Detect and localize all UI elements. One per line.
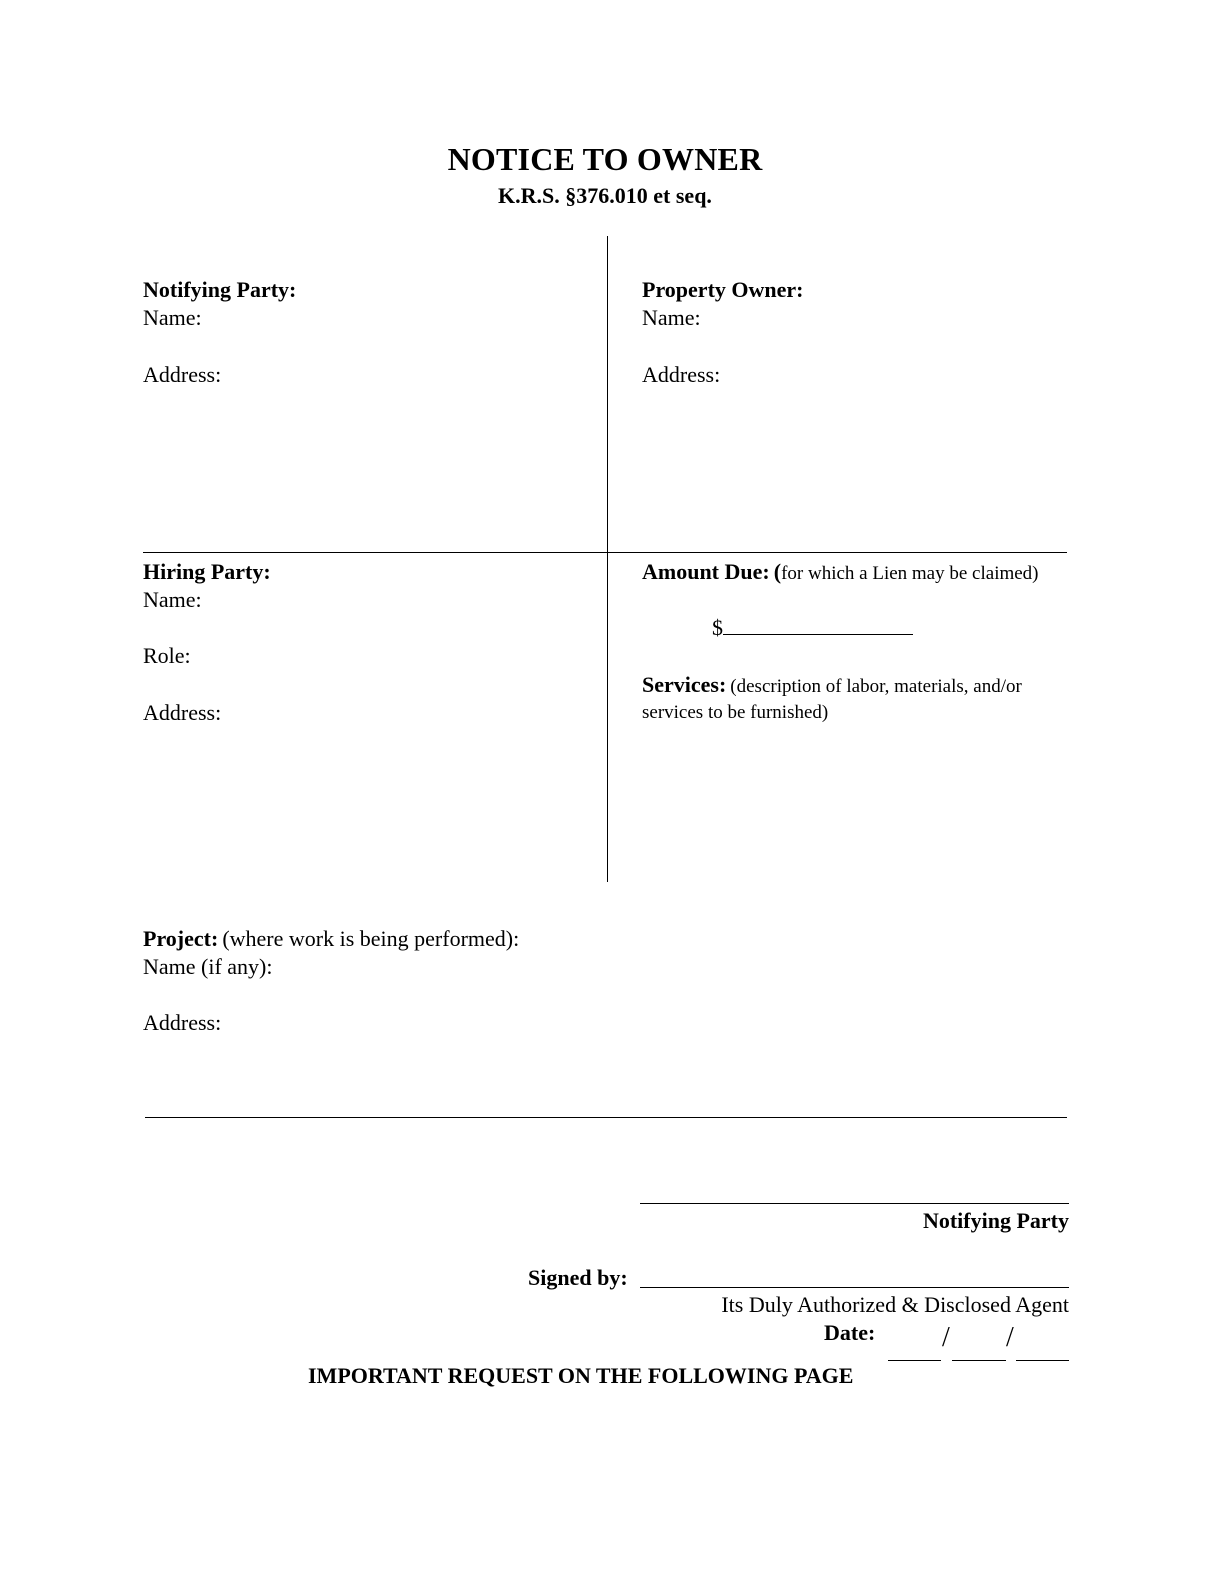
signed-by-line[interactable]	[640, 1287, 1069, 1288]
date-day-field[interactable]	[952, 1360, 1006, 1361]
date-row	[824, 1320, 875, 1346]
project-heading: Project:	[143, 926, 219, 951]
notifying-party-name-label: Name:	[143, 305, 202, 330]
property-owner-address-label: Address:	[642, 362, 721, 387]
amount-due-heading: Amount Due:	[642, 559, 770, 584]
amount-due-note: for which a Lien may be claimed)	[781, 563, 1039, 584]
hiring-party-address-label: Address:	[143, 700, 222, 725]
hiring-party-role-label: Role:	[143, 643, 191, 668]
property-owner-name-label: Name:	[642, 305, 701, 330]
amount-due-paren: (	[773, 559, 782, 584]
document-title: NOTICE TO OWNER	[447, 141, 763, 177]
vertical-divider	[607, 236, 608, 882]
services-note-1: (description of labor, materials, and/or	[730, 676, 1022, 697]
date-separator-2: /	[1006, 1322, 1014, 1353]
notifying-party-heading: Notifying Party:	[143, 277, 297, 302]
amount-due-field[interactable]	[712, 615, 913, 641]
hiring-party-name-label: Name:	[143, 587, 202, 612]
notifying-party-address-label: Address:	[143, 362, 222, 387]
hiring-party-heading: Hiring Party:	[143, 559, 271, 584]
notifying-party-signature-line[interactable]	[640, 1203, 1069, 1204]
signed-by-label: Signed by:	[528, 1265, 628, 1290]
amount-input-line[interactable]	[723, 616, 913, 635]
statute-reference: K.R.S. §376.010 et seq.	[498, 183, 712, 208]
project-address-label: Address:	[143, 1010, 222, 1035]
project-note: (where work is being performed):	[222, 926, 520, 951]
date-month-field[interactable]	[888, 1360, 941, 1361]
agent-label: Its Duly Authorized & Disclosed Agent	[721, 1292, 1069, 1317]
date-label: Date:	[824, 1320, 876, 1345]
horizontal-divider-bottom	[145, 1117, 1067, 1118]
notifying-party-signature-label: Notifying Party	[922, 1208, 1069, 1233]
horizontal-divider-top	[143, 552, 1067, 553]
project-line	[143, 926, 519, 952]
services-line-1	[642, 672, 1022, 698]
important-request-notice: IMPORTANT REQUEST ON THE FOLLOWING PAGE	[308, 1363, 854, 1388]
property-owner-heading: Property Owner:	[642, 277, 804, 302]
project-name-label: Name (if any):	[143, 954, 273, 979]
services-note-2: services to be furnished)	[642, 702, 829, 723]
currency-symbol: $	[712, 615, 723, 640]
services-heading: Services:	[642, 672, 727, 697]
date-year-field[interactable]	[1016, 1360, 1069, 1361]
date-separator-1: /	[942, 1322, 950, 1353]
amount-due-line	[642, 559, 1039, 585]
